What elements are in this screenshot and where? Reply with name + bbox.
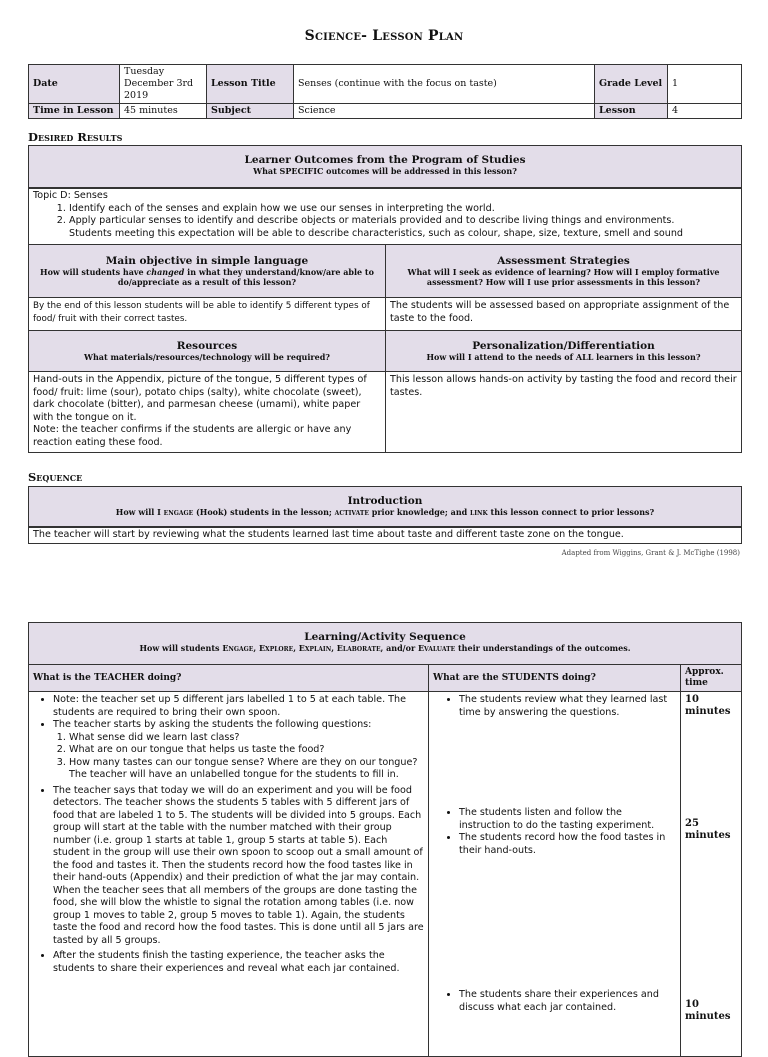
sequence-heading: Sequence bbox=[28, 470, 83, 484]
topic-label: Topic D: Senses bbox=[33, 190, 108, 201]
lesson-info-table bbox=[28, 64, 742, 119]
assessment-strategies-title: Assessment Strategies bbox=[497, 255, 630, 267]
subject-label: Subject bbox=[207, 104, 294, 119]
outcome-item: 2. Apply particular senses to identify and describe objects or materials provided and to describe living things and environments. bbox=[69, 215, 737, 228]
learning-sequence-title: Learning/Activity Sequence bbox=[304, 631, 466, 643]
objective-assessment-table bbox=[28, 244, 742, 453]
time-in-lesson-label: Time in Lesson bbox=[29, 104, 120, 119]
teacher-activity-item: • After the students finish the tasting experience, the teacher asks the students to share their experiences and reveal what each jar contained. bbox=[53, 950, 424, 975]
teacher-activity-list bbox=[33, 694, 424, 975]
personalization-subtitle: How will I attend to the needs of ALL learners in this lesson? bbox=[426, 352, 701, 362]
resources-header bbox=[29, 331, 386, 372]
grade-level-label: Grade Level bbox=[595, 65, 668, 104]
teacher-activity-item: • The teacher starts by asking the students the following questions: 1. What sense did we learn last class? 2. What are on our tongue that helps us taste the food? 3. How many tastes can our tongue sense? Where are they on our tongue? The teacher will have an unlabelled tongue for the students to fill in. bbox=[53, 719, 424, 782]
introduction-content: The teacher will start by reviewing what the students learned last time about taste and different taste zone on the tongue. bbox=[28, 527, 742, 544]
outcome-item: 1. Identify each of the senses and explain how we use our senses in interpreting the world. bbox=[69, 203, 737, 216]
personalization-header bbox=[386, 331, 742, 372]
introduction-title: Introduction bbox=[347, 495, 423, 507]
lesson-number-value: 4 bbox=[668, 104, 742, 119]
personalization-text: This lesson allows hands-on activity by tasting the food and record their tastes. bbox=[386, 372, 742, 453]
teacher-question: 1. What sense did we learn last class? bbox=[69, 732, 424, 745]
outcome-list bbox=[33, 203, 737, 228]
lesson-title-value: Senses (continue with the focus on taste) bbox=[294, 65, 595, 104]
teacher-activity-item: • The teacher says that today we will do an experiment and you will be food detectors. The teacher shows the students 5 tables with 5 different jars of food that are labeled 1 to 5. The students will be divided into 5 groups. Each group will start at the table with the number matched with their group number (i.e. group 1 starts at table 1, group 5 starts at table 5). Each student in the group will use their own spoon to scoop out a small amount of the food and tastes it. Then the students record how the food tastes like in their hand-outs (Appendix) and their prediction of what the jar may contain. When the teacher sees that all members of the groups are done tasting the food, she will blow the whistle to signal the rotation among tables (i.e. now group 1 moves to table 2, group 5 moves to table 1). Again, the students taste the food and record how the food tastes. This is done until all 5 jars are tasted by all 5 groups. bbox=[53, 785, 424, 948]
teacher-activities bbox=[29, 692, 429, 1057]
learner-outcomes-header bbox=[28, 145, 742, 188]
time-allocation: 10 minutes bbox=[685, 694, 731, 717]
main-objective-text: By the end of this lesson students will be able to identify 5 different types of food/ fruit with their correct tastes. bbox=[29, 298, 386, 331]
learner-outcomes-title: Learner Outcomes from the Program of Studies bbox=[244, 154, 526, 166]
main-objective-header bbox=[29, 245, 386, 298]
adapted-from-footnote: Adapted from Wiggins, Grant & J. McTighe (1998) bbox=[561, 549, 740, 557]
introduction-header bbox=[28, 486, 742, 527]
assessment-strategies-subtitle: What will I seek as evidence of learning? How will I employ formative assessment? How will I use prior assessments in this lesson? bbox=[407, 267, 720, 287]
student-activity-item: • The students share their experiences and discuss what each jar contained. bbox=[459, 989, 676, 1014]
student-activity-item: • The students record how the food tastes in their hand-outs. bbox=[459, 832, 676, 857]
student-activity-item: • The students listen and follow the instruction to do the tasting experiment. bbox=[459, 807, 676, 832]
teacher-question-list bbox=[53, 732, 424, 770]
lesson-number-label: Lesson bbox=[595, 104, 668, 119]
time-column-header: Approx. time bbox=[681, 665, 742, 692]
resources-text: Hand-outs in the Appendix, picture of the tongue, 5 different types of food/ fruit: lime (sour), potato chips (salty), white chocolate (sweet), dark chocolate (bitter), and parmesan cheese (umami), white paper with the tongue on it. bbox=[33, 374, 367, 423]
outcome-note: Students meeting this expectation will be able to describe characteristics, such as colour, shape, size, texture, smell and sound bbox=[69, 227, 683, 239]
assessment-strategies-text: The students will be assessed based on appropriate assignment of the taste to the food. bbox=[386, 298, 742, 331]
grade-level-value: 1 bbox=[668, 65, 742, 104]
subject-value: Science bbox=[294, 104, 595, 119]
time-allocation: 10 minutes bbox=[685, 999, 731, 1022]
learning-sequence-subtitle: How will students Engage, Explore, Explain, Elaborate, and/or Evaluate their understandings of the outcomes. bbox=[139, 643, 631, 653]
main-objective-subtitle: How will students have changed in what they understand/know/are able to do/appreciate as a result of this lesson? bbox=[40, 267, 374, 287]
teacher-question: 3. How many tastes can our tongue sense? Where are they on our tongue? bbox=[69, 757, 424, 770]
learning-sequence-table bbox=[28, 664, 742, 1057]
assessment-strategies-header bbox=[386, 245, 742, 298]
time-allocation: 25 minutes bbox=[685, 818, 731, 841]
resources-title: Resources bbox=[176, 340, 238, 352]
learner-outcomes-content bbox=[28, 188, 742, 245]
teacher-column-header: What is the TEACHER doing? bbox=[29, 665, 429, 692]
student-activity-list bbox=[433, 807, 676, 857]
resources-note: Note: the teacher confirms if the students are allergic or have any reaction eating these food. bbox=[33, 424, 352, 448]
teacher-question-note: The teacher will have an unlabelled tongue for the students to fill in. bbox=[69, 769, 399, 780]
personalization-title: Personalization/Differentiation bbox=[472, 340, 655, 352]
time-in-lesson-value: 45 minutes bbox=[120, 104, 207, 119]
learning-sequence-header bbox=[28, 622, 742, 665]
student-activity-list bbox=[433, 694, 676, 719]
time-allocations bbox=[681, 692, 742, 1057]
student-activity-list bbox=[433, 989, 676, 1014]
resources-content bbox=[29, 372, 386, 453]
resources-subtitle: What materials/resources/technology will be required? bbox=[84, 352, 330, 362]
main-objective-title: Main objective in simple language bbox=[105, 255, 309, 267]
teacher-question: 2. What are on our tongue that helps us taste the food? bbox=[69, 744, 424, 757]
learner-outcomes-subtitle: What SPECIFIC outcomes will be addressed in this lesson? bbox=[253, 166, 517, 176]
date-value: Tuesday December 3rd 2019 bbox=[120, 65, 207, 104]
teacher-activity-item: • Note: the teacher set up 5 different jars labelled 1 to 5 at each table. The students are required to bring their own spoon. bbox=[53, 694, 424, 719]
introduction-subtitle: How will I engage (Hook) students in the lesson; activate prior knowledge; and link this lesson connect to prior lessons? bbox=[115, 507, 655, 517]
page-title: Science- Lesson Plan bbox=[304, 28, 464, 44]
student-activity-item: • The students review what they learned last time by answering the questions. bbox=[459, 694, 676, 719]
students-column-header: What are the STUDENTS doing? bbox=[429, 665, 681, 692]
student-activities bbox=[429, 692, 681, 1057]
desired-results-heading: Desired Results bbox=[28, 130, 123, 144]
date-label: Date bbox=[29, 65, 120, 104]
lesson-title-label: Lesson Title bbox=[207, 65, 294, 104]
